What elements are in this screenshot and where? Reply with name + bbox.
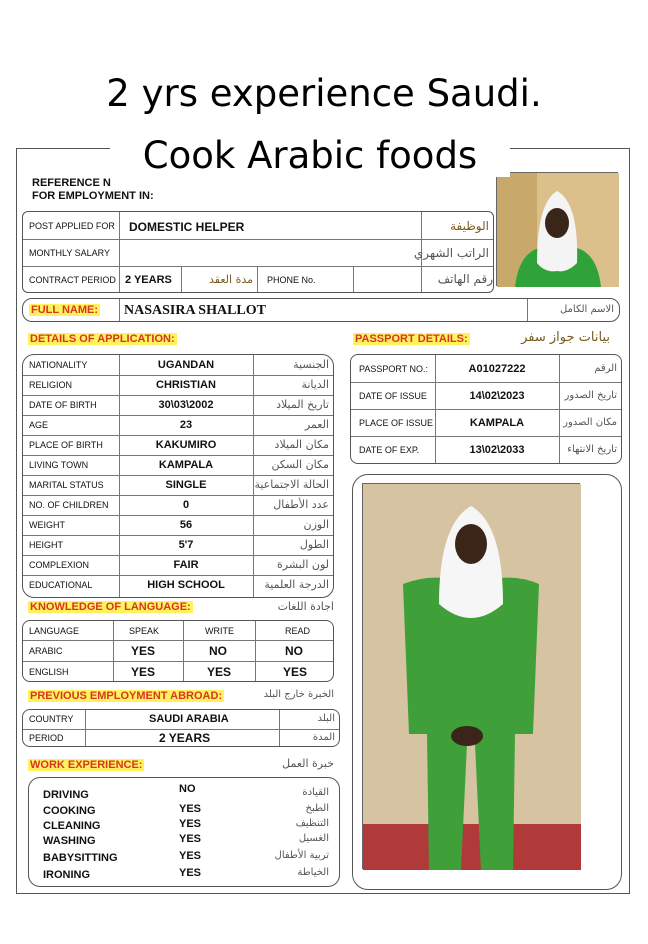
lang-row-arabic-read: NO bbox=[285, 644, 303, 658]
applicant-photo-small bbox=[496, 172, 618, 286]
details-value: UGANDAN bbox=[157, 359, 215, 371]
lang-row-english-read: YES bbox=[283, 665, 308, 679]
work-label: IRONING bbox=[43, 869, 91, 881]
details-label: RELIGION bbox=[29, 380, 73, 390]
reference-block bbox=[32, 177, 154, 203]
passport-value: A01027222 bbox=[468, 363, 526, 375]
passport-value: 13\02\2033 bbox=[469, 444, 525, 456]
work-arabic: القيادة bbox=[302, 787, 329, 798]
language-section-arabic: اجادة اللغات bbox=[277, 600, 334, 613]
work-label: WASHING bbox=[43, 835, 96, 847]
details-label: MARITAL STATUS bbox=[29, 480, 104, 490]
details-row-divider bbox=[23, 515, 333, 516]
passport-row-divider bbox=[351, 382, 621, 383]
work-arabic: الغسيل bbox=[298, 833, 329, 844]
lang-header-write: WRITE bbox=[205, 626, 234, 636]
passport-value: KAMPALA bbox=[469, 417, 525, 429]
details-value: SINGLE bbox=[165, 479, 207, 491]
details-value: HIGH SCHOOL bbox=[147, 579, 225, 591]
details-value: KAMPALA bbox=[158, 459, 214, 471]
work-arabic: الطبخ bbox=[305, 803, 329, 814]
details-row-divider bbox=[23, 535, 333, 536]
details-arabic: الدرجة العلمية bbox=[264, 578, 329, 591]
lang-row-english-write: YES bbox=[207, 665, 232, 679]
passport-label: PASSPORT NO.: bbox=[359, 364, 429, 374]
details-row-divider bbox=[23, 455, 333, 456]
details-arabic: تاريخ الميلاد bbox=[276, 398, 329, 411]
details-arabic: الطول bbox=[299, 538, 329, 551]
work-value: YES bbox=[179, 803, 202, 815]
work-arabic: تربية الأطفال bbox=[274, 850, 329, 861]
passport-label: DATE OF EXP. bbox=[359, 445, 420, 455]
passport-row-divider bbox=[351, 436, 621, 437]
language-box bbox=[22, 620, 334, 682]
details-row-divider bbox=[23, 395, 333, 396]
passport-arabic: تاريخ الانتهاء bbox=[567, 444, 617, 455]
salary-label: MONTHLY SALARY bbox=[29, 248, 111, 258]
details-value: CHRISTIAN bbox=[156, 379, 216, 391]
passport-box bbox=[350, 354, 622, 464]
details-value: 5'7 bbox=[178, 539, 194, 551]
phone-label: PHONE No. bbox=[267, 275, 316, 285]
lang-row-english-speak: YES bbox=[131, 665, 156, 679]
work-value: NO bbox=[179, 783, 196, 795]
contract-label: CONTRACT PERIOD bbox=[29, 275, 116, 285]
work-box bbox=[28, 777, 340, 887]
salary-arabic: الراتب الشهري bbox=[413, 246, 489, 260]
work-label: CLEANING bbox=[43, 820, 101, 832]
passport-arabic: الرقم bbox=[594, 363, 617, 374]
top-info-box bbox=[22, 211, 494, 293]
work-section-arabic: خبرة العمل bbox=[282, 757, 334, 770]
details-label: COMPLEXION bbox=[29, 560, 90, 570]
language-section-title: KNOWLEDGE OF LANGUAGE: bbox=[30, 601, 191, 613]
details-label: EDUCATIONAL bbox=[29, 580, 93, 590]
previous-country-value: SAUDI ARABIA bbox=[149, 713, 229, 725]
passport-arabic: تاريخ الصدور bbox=[564, 390, 617, 401]
details-label: HEIGHT bbox=[29, 540, 64, 550]
details-row-divider bbox=[23, 555, 333, 556]
applicant-photo-full bbox=[362, 483, 580, 869]
details-row-divider bbox=[23, 415, 333, 416]
previous-section-arabic: الخبرة خارج البلد bbox=[263, 689, 334, 700]
details-arabic: العمر bbox=[304, 418, 329, 431]
contract-arabic: مدة العقد bbox=[209, 273, 253, 286]
details-label: DATE OF BIRTH bbox=[29, 400, 97, 410]
reference-line-1: REFERENCE N bbox=[32, 177, 111, 189]
passport-section-arabic: بيانات جواز سفر bbox=[521, 330, 610, 345]
details-arabic: لون البشرة bbox=[277, 558, 329, 571]
details-row-divider bbox=[23, 375, 333, 376]
passport-value: 14\02\2023 bbox=[469, 390, 525, 402]
previous-section-title: PREVIOUS EMPLOYMENT ABROAD: bbox=[30, 690, 223, 702]
details-label: PLACE OF BIRTH bbox=[29, 440, 103, 450]
passport-arabic: مكان الصدور bbox=[563, 417, 617, 428]
details-value: FAIR bbox=[173, 559, 199, 571]
previous-period-value: 2 YEARS bbox=[159, 731, 211, 745]
lang-header-read: READ bbox=[285, 626, 311, 636]
work-section-title: WORK EXPERIENCE: bbox=[30, 759, 143, 771]
post-label: POST APPLIED FOR bbox=[29, 221, 115, 231]
contract-value: 2 YEARS bbox=[125, 274, 172, 286]
full-name-arabic: الاسم الكامل bbox=[559, 304, 614, 315]
passport-label: PLACE OF ISSUE bbox=[359, 418, 434, 428]
work-value: YES bbox=[179, 867, 202, 879]
passport-row-divider bbox=[351, 409, 621, 410]
details-section-title: DETAILS OF APPLICATION: bbox=[30, 333, 175, 345]
details-row-divider bbox=[23, 435, 333, 436]
details-label: NO. OF CHILDREN bbox=[29, 500, 109, 510]
lang-header-speak: SPEAK bbox=[129, 626, 160, 636]
details-row-divider bbox=[23, 495, 333, 496]
work-value: YES bbox=[179, 818, 202, 830]
headline-line-1: 2 yrs experience Saudi. bbox=[106, 72, 542, 115]
previous-period-arabic: المدة bbox=[312, 732, 335, 743]
work-arabic: التنظيف bbox=[295, 818, 329, 829]
lang-header-language: LANGUAGE bbox=[29, 626, 80, 636]
lang-row-arabic-speak: YES bbox=[131, 644, 156, 658]
passport-label: DATE OF ISSUE bbox=[359, 391, 427, 401]
details-arabic: مكان السكن bbox=[271, 458, 329, 471]
details-value: 23 bbox=[179, 419, 193, 431]
post-arabic: الوظيفة bbox=[450, 219, 489, 233]
previous-country-label: COUNTRY bbox=[29, 714, 74, 724]
details-value: 30\03\2002 bbox=[158, 399, 214, 411]
details-value: 56 bbox=[179, 519, 193, 531]
details-row-divider bbox=[23, 575, 333, 576]
details-label: NATIONALITY bbox=[29, 360, 88, 370]
details-label: LIVING TOWN bbox=[29, 460, 89, 470]
lang-row-arabic-name: ARABIC bbox=[29, 646, 63, 656]
details-arabic: عدد الأطفال bbox=[273, 498, 329, 511]
details-arabic: الوزن bbox=[303, 518, 329, 531]
previous-box bbox=[22, 709, 340, 747]
details-value: 0 bbox=[182, 499, 190, 511]
work-label: DRIVING bbox=[43, 789, 89, 801]
phone-arabic: رقم الهاتف bbox=[437, 272, 493, 286]
details-label: AGE bbox=[29, 420, 49, 430]
work-label: BABYSITTING bbox=[43, 852, 118, 864]
details-arabic: مكان الميلاد bbox=[274, 438, 329, 451]
reference-line-2: FOR EMPLOYMENT IN: bbox=[32, 190, 154, 202]
work-label: COOKING bbox=[43, 805, 96, 817]
lang-row-arabic-write: NO bbox=[209, 644, 227, 658]
work-arabic: الخياطة bbox=[297, 867, 329, 878]
previous-country-arabic: البلد bbox=[317, 713, 335, 724]
work-value: YES bbox=[179, 850, 202, 862]
details-value: KAKUMIRO bbox=[155, 439, 217, 451]
details-row-divider bbox=[23, 475, 333, 476]
full-name-value: NASASIRA SHALLOT bbox=[124, 303, 266, 318]
previous-period-label: PERIOD bbox=[29, 733, 64, 743]
headline-line-2: Cook Arabic foods bbox=[110, 134, 510, 177]
work-value: YES bbox=[179, 833, 202, 845]
details-arabic: الحالة الاجتماعية bbox=[254, 478, 329, 491]
lang-row-english-name: ENGLISH bbox=[29, 667, 69, 677]
post-value: DOMESTIC HELPER bbox=[129, 220, 245, 234]
details-arabic: الجنسية bbox=[293, 358, 329, 371]
details-arabic: الديانة bbox=[301, 378, 329, 391]
details-label: WEIGHT bbox=[29, 520, 65, 530]
details-box bbox=[22, 354, 334, 598]
full-name-label: FULL NAME: bbox=[31, 304, 99, 316]
passport-section-title: PASSPORT DETAILS: bbox=[355, 333, 468, 345]
